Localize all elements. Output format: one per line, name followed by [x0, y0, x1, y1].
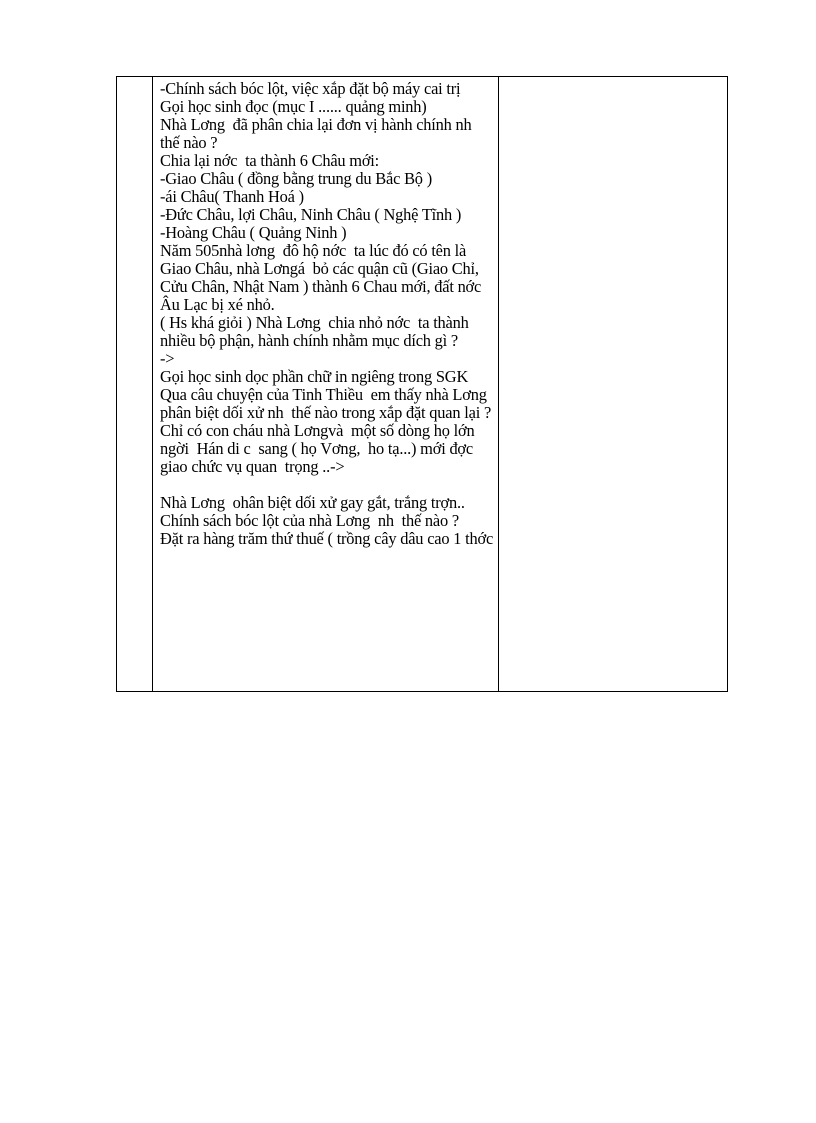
blank-line: [160, 476, 494, 494]
text-line: Qua câu chuyện của Tinh Thiều em thấy nhà Lơng phân biệt dối xử nh thế nào trong xắp đặt quan lại ?: [160, 385, 495, 422]
table-row: [117, 77, 728, 692]
text-line: -ái Châu( Thanh Hoá ): [160, 187, 304, 206]
text-line: Nhà Lơng đã phân chia lại đơn vị hành chính nh thế nào ?: [160, 115, 480, 152]
content-column-cell: [153, 77, 499, 692]
text-line: Năm 505nhà lơng đô hộ nớc ta lúc đó có tên là Giao Châu, nhà Lơngá bỏ các quận cũ (Giao Chỉ, Cửu Chân, Nhật Nam ) thành 6 Chau mới, đất nớc Âu Lạc bị xé nhỏ.: [160, 241, 489, 314]
text-line: -Chính sách bóc lột, việc xắp đặt bộ máy cai trị: [160, 79, 461, 98]
text-line: -Hoàng Châu ( Quảng Ninh ): [160, 223, 347, 242]
text-line: Chính sách bóc lột của nhà Lơng nh thế nào ?: [160, 511, 459, 530]
lesson-content: [153, 77, 498, 548]
lesson-table: [116, 76, 728, 692]
text-line: Nhà Lơng ohân biệt dối xử gay gắt, trắng trợn..: [160, 493, 465, 512]
right-column-cell: [499, 77, 728, 692]
text-line: Đặt ra hàng trăm thứ thuế ( trồng cây dâu cao 1 thớc: [160, 529, 494, 548]
text-line: Chỉ có con cháu nhà Lơngvà một số dòng họ lớn ngời Hán di c sang ( họ Vơng, ho tạ...) mới đợc giao chức vụ quan trọng ..->: [160, 421, 481, 476]
text-line: ( Hs khá giỏi ) Nhà Lơng chia nhỏ nớc ta thành nhiều bộ phận, hành chính nhằm mục dích gì ?: [160, 313, 473, 350]
text-line: Gọi học sinh đọc (mục I ...... quảng minh): [160, 97, 427, 116]
text-line: ->: [160, 349, 175, 368]
text-line: Chia lại nớc ta thành 6 Châu mới:: [160, 151, 380, 170]
text-line: -Đức Châu, lợi Châu, Ninh Châu ( Nghệ Tĩnh ): [160, 205, 462, 224]
text-line: -Giao Châu ( đồng bằng trung du Bắc Bộ ): [160, 169, 432, 188]
left-column-cell: [117, 77, 153, 692]
text-line: Gọi học sinh dọc phần chữ in ngiêng trong SGK: [160, 367, 469, 386]
